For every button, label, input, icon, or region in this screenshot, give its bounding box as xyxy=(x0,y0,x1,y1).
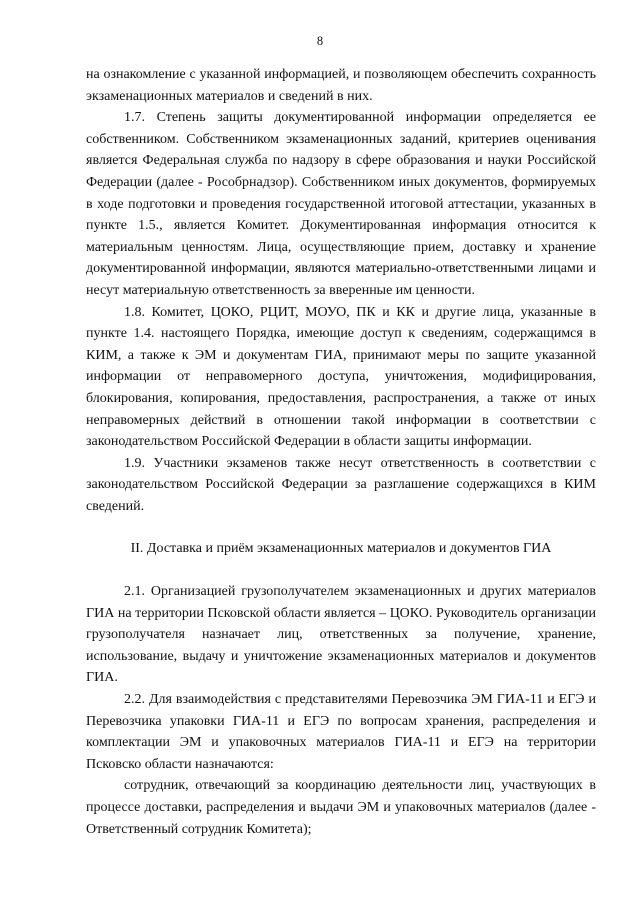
paragraph-1-8: 1.8. Комитет, ЦОКО, РЦИТ, МОУО, ПК и КК и другие лица, указанные в пункте 1.4. настоящего Порядка, имеющие доступ к сведениям, содержащимся в КИМ, а также к ЭМ и документам ГИА, принимают меры по защите указанной информации от неправомерного доступа, уничтожения, модифицирования, блокирования, копирования, предоставления, распространения, а также от иных неправомерных действий в отношении такой информации в соответствии с законодательством Российской Федерации в области защиты информации. xyxy=(86,304,596,450)
page-number: 8 xyxy=(316,34,324,48)
section-heading: II. Доставка и приём экзаменационных материалов и документов ГИА xyxy=(130,541,552,557)
document-body xyxy=(86,64,596,840)
paragraph-responsible-employee: сотрудник, отвечающий за координацию деятельности лиц, участвующих в процессе доставки, распределения и выдачи ЭМ и упаковочных материалов (далее - Ответственный сотрудник Комитета); xyxy=(86,778,596,837)
paragraph-2-2: 2.2. Для взаимодействия с представителями Перевозчика ЭМ ГИА-11 и ЕГЭ и Перевозчика упаковки ГИА-11 и ЕГЭ по вопросам хранения, распределения и комплектации ЭМ и упаковочных материалов ГИА-11 и ЕГЭ на территории Псковско области назначаются: xyxy=(86,692,596,772)
paragraph-1-7: 1.7. Степень защиты документированной информации определяется ее собственником. Собственником экзаменационных заданий, критериев оценивания является Федеральная служба по надзору в сфере образования и науки Российской Федерации (далее - Рособрнадзор). Собственником иных документов, формируемых в ходе подготовки и проведения государственной итоговой аттестации, указанных в пункте 1.5., является Комитет. Документированная информация относится к материальным ценностям. Лица, осуществляющие прием, доставку и хранение документированной информации, являются материально-ответственными лицами и несут материальную ответственность за вверенные им ценности. xyxy=(86,110,596,298)
paragraph-continuation: на ознакомление с указанной информацией, и позволяющем обеспечить сохранность экзаменационных материалов и сведений в них. xyxy=(86,67,596,104)
paragraph-1-9: 1.9. Участники экзаменов также несут ответственность в соответствии с законодательством Российской Федерации за разглашение содержащихся в КИМ сведений. xyxy=(86,455,596,514)
paragraph-2-1: 2.1. Организацией грузополучателем экзаменационных и других материалов ГИА на территории Псковской области является – ЦОКО. Руководитель организации грузополучателя назначает лиц, ответственных за получение, хранение, использование, выдачу и уничтожение экзаменационных материалов и документов ГИА. xyxy=(86,584,596,686)
